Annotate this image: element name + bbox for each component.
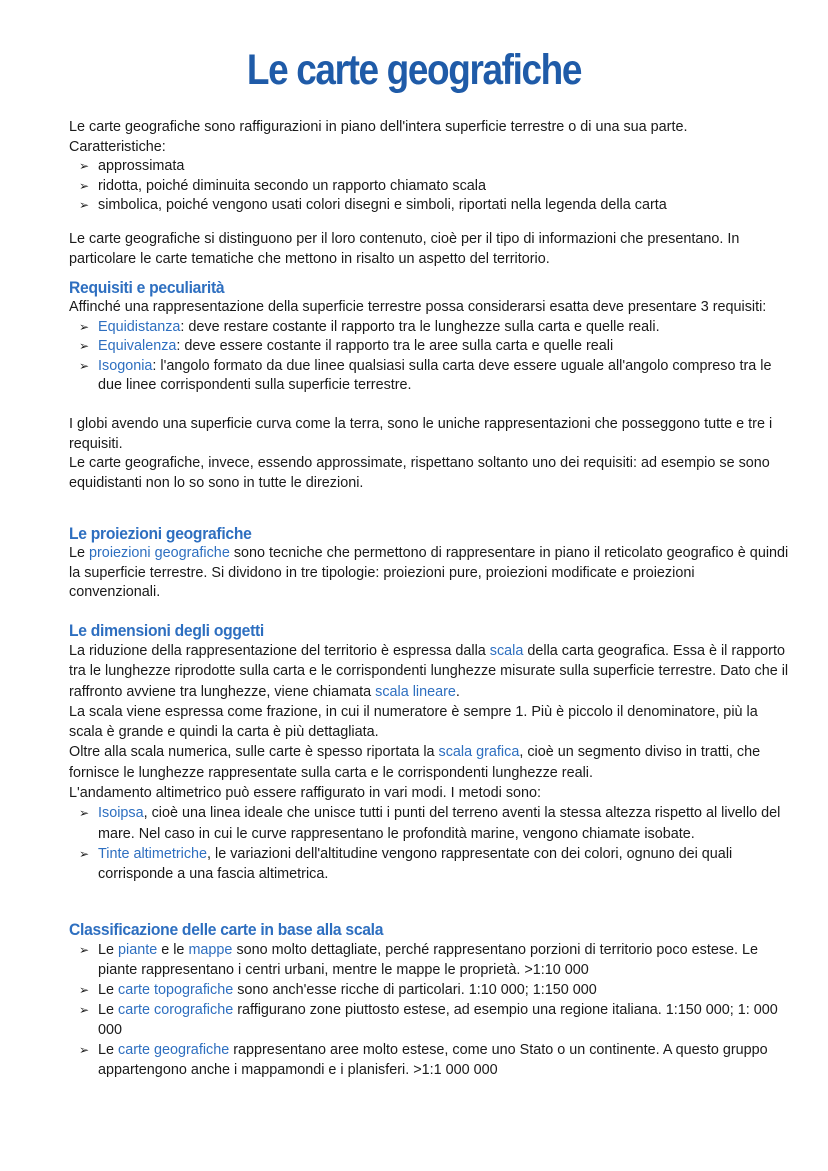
page-title: Le carte geografiche xyxy=(246,46,582,94)
classificazione-list xyxy=(69,940,789,1080)
item-text: , cioè una linea ideale che unisce tutti i punti del terreno aventi la stessa altezza rispetto al livello del mare. Nel caso in cui le curve rappresentano le profondità marine, vengono chiamate isobate. xyxy=(98,805,781,842)
text-span: sono anch'esse ricche di particolari. 1:10 000; 1:150 000 xyxy=(233,982,597,998)
item-text: : deve essere costante il rapporto tra le aree sulla carta e quelle reali xyxy=(176,338,614,355)
content-paragraph: Le carte geografiche si distinguono per il loro contenuto, cioè per il tipo di informazioni che presentano. In particolare le carte tematiche che mettono in risalto un aspetto del territorio. xyxy=(69,230,740,267)
scala-paragraph xyxy=(69,641,789,702)
list-item xyxy=(69,980,789,1000)
text-span: raffigurano zone piuttosto estese, ad esempio una regione italiana. 1:150 000; 1: 000 000 xyxy=(98,1002,778,1038)
proiezioni-paragraph xyxy=(69,544,789,603)
requisiti-intro: Affinché una rappresentazione della superficie terrestre possa considerarsi esatta deve presentare 3 requisiti: xyxy=(69,299,767,315)
term-carte-corografiche: carte corografiche xyxy=(118,1002,234,1018)
term-isoipsa: Isoipsa xyxy=(98,805,144,822)
metodi-paragraph: L'andamento altimetrico può essere raffigurato in vari modi. I metodi sono: xyxy=(69,785,542,802)
term-equidistanza: Equidistanza xyxy=(98,318,181,335)
requisiti-section xyxy=(69,277,789,493)
intro-section xyxy=(69,118,789,269)
text-span: Le xyxy=(98,942,119,958)
scala-grafica-paragraph xyxy=(69,742,789,783)
section-heading: Classificazione delle carte in base alla scala xyxy=(69,920,384,939)
text-span: , cioè un segmento diviso in tratti, che fornisce le lunghezze rappresentate sulla carta e le corrispondenti lunghezze reali. xyxy=(69,744,761,781)
intro-paragraph: Le carte geografiche sono raffigurazioni in piano dell'intera superficie terrestre o di una sua parte. xyxy=(69,119,688,135)
text-span: sono molto dettagliate, perché rappresentano porzioni di territorio poco estese. Le piante rappresentano i centri urbani, mentre le mappe le proprietà. >1:10 000 xyxy=(98,942,759,978)
item-text: : deve restare costante il rapporto tra le lunghezze sulla carta e quelle reali. xyxy=(180,318,660,335)
text-span: sono tecniche che permettono di rappresentare in piano il reticolato geografico è quindi la superficie terrestre. Si dividono in tre tipologie: proiezioni pure, proiezioni modificate e proiezioni convenzionali. xyxy=(69,545,789,601)
list-item: ➢ ridotta, poiché diminuita secondo un rapporto chiamato scala xyxy=(69,177,789,197)
text-span: e le xyxy=(157,942,189,958)
list-item: ➢ approssimata xyxy=(69,157,789,177)
term-scala-grafica: scala grafica xyxy=(438,744,520,761)
term-carte-geografiche: carte geografiche xyxy=(118,1042,230,1058)
text-span: Le xyxy=(98,1042,119,1058)
term-equivalenza: Equivalenza xyxy=(98,338,177,355)
section-heading: Le dimensioni degli oggetti xyxy=(69,621,265,640)
dimensioni-section xyxy=(69,620,789,885)
text-span: La riduzione della rappresentazione del territorio è espressa dalla xyxy=(69,643,490,659)
term-tinte-altimetriche: Tinte altimetriche xyxy=(98,845,208,862)
text-span: Le xyxy=(98,982,119,998)
characteristics-list xyxy=(69,157,789,216)
item-text: : l'angolo formato da due linee qualsiasi sulla carta deve essere uguale all'angolo compreso tra le due linee corrispondenti sulla superficie terrestre. xyxy=(98,357,772,394)
text-span: della carta geografica. Essa è il rapporto tra le lunghezze riprodotte sulla carta e le corrispondenti lunghezze misurate sulla superficie terrestre. Dato che il raffronto avviene tra lunghezze, viene chiamata xyxy=(69,643,789,700)
text-span: Le xyxy=(69,545,90,561)
term-scala: scala xyxy=(489,643,524,659)
term-proiezioni: proiezioni geografiche xyxy=(89,545,230,561)
frazione-paragraph: La scala viene espressa come frazione, in cui il numeratore è sempre 1. Più è piccolo il denominatore, più la scala è grande e quindi la carta è più dettagliata. xyxy=(69,703,758,741)
text-span: Le xyxy=(98,1002,119,1018)
list-item xyxy=(69,1040,789,1080)
term-carte-topografiche: carte topografiche xyxy=(118,982,234,998)
globi-paragraph: I globi avendo una superficie curva come la terra, sono le uniche rappresentazioni che posseggono tutte e tre i requisiti. xyxy=(69,415,773,452)
text-span: . xyxy=(455,683,460,700)
term-piante: piante xyxy=(118,942,158,958)
term-isogonia: Isogonia xyxy=(98,357,153,374)
list-item xyxy=(69,318,789,338)
list-item xyxy=(69,803,789,844)
item-text: , le variazioni dell'altitudine vengono rappresentate con dei colori, ognuno dei quali corrisponde a una fascia altimetrica. xyxy=(98,845,733,883)
classificazione-section xyxy=(69,919,789,1080)
text-span: rappresentano aree molto estese, come uno Stato o un continente. A questo gruppo appartengono anche i mappamondi e i planisferi. >1:1 000 000 xyxy=(98,1042,768,1078)
term-scala-lineare: scala lineare xyxy=(375,683,456,700)
proiezioni-section xyxy=(69,523,789,603)
list-item xyxy=(69,940,789,980)
list-item: ➢ simbolica, poiché vengono usati colori disegni e simboli, riportati nella legenda della carta xyxy=(69,196,789,216)
list-item xyxy=(69,357,789,396)
list-item xyxy=(69,337,789,357)
characteristics-label: Caratteristiche: xyxy=(69,138,166,155)
section-heading: Le proiezioni geografiche xyxy=(69,524,252,543)
text-span: Oltre alla scala numerica, sulle carte è spesso riportata la xyxy=(69,744,439,761)
list-item xyxy=(69,1000,789,1040)
carte-paragraph: Le carte geografiche, invece, essendo approssimate, rispettano soltanto uno dei requisiti: ad esempio se sono equidistanti non lo so sono in tutte le direzioni. xyxy=(69,455,770,491)
term-mappe: mappe xyxy=(188,942,233,958)
section-heading: Requisiti e peculiarità xyxy=(69,278,225,297)
requisiti-list xyxy=(69,318,789,396)
metodi-list xyxy=(69,803,789,884)
list-item xyxy=(69,844,789,885)
